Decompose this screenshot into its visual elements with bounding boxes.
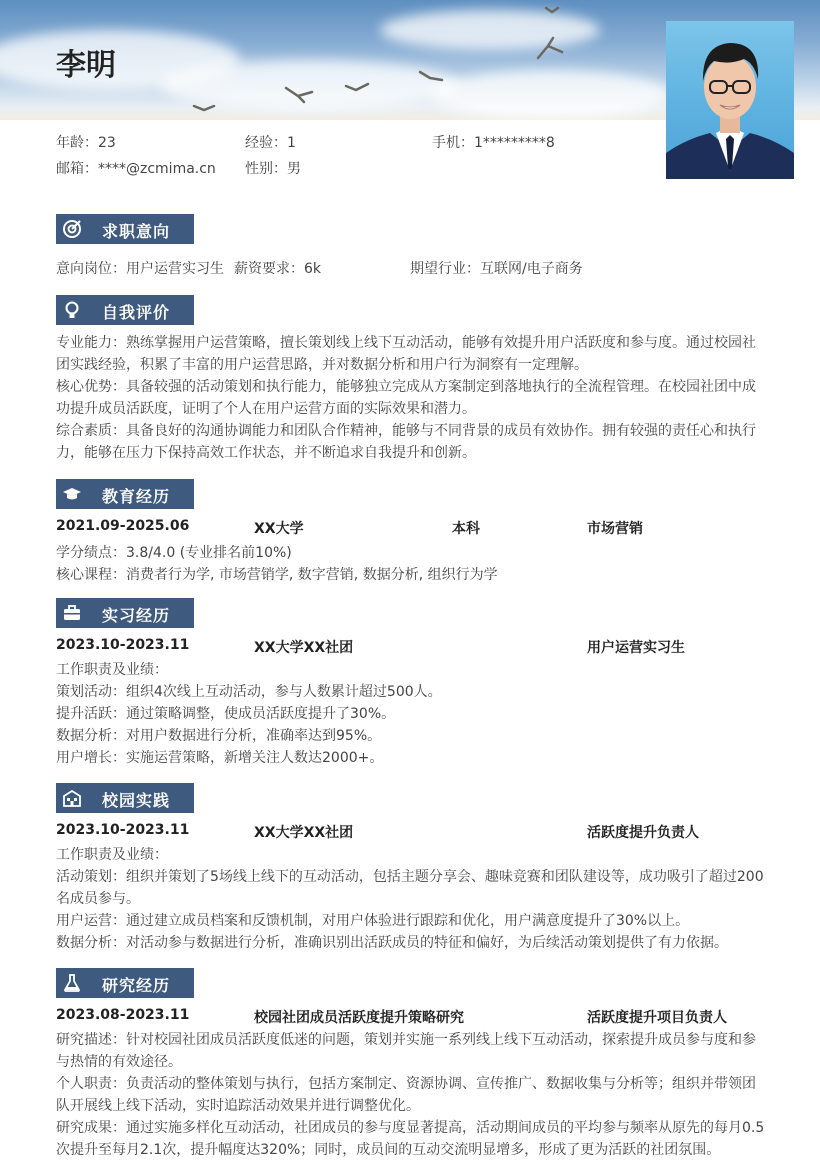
gender-field: 性别：男 (245, 161, 301, 177)
intention-position: 意向岗位：用户运营实习生 (56, 261, 224, 277)
internship-line: 提升活跃：通过策略调整，使成员活跃度提升了30%。 (56, 706, 396, 722)
profile-photo (666, 21, 794, 179)
internship-org: XX大学XX社团 (254, 640, 354, 656)
campus-org: XX大学XX社团 (254, 825, 354, 841)
campus-line: 名成员参与。 (56, 891, 140, 907)
email-field: 邮箱：****@zcmima.cn (56, 161, 216, 177)
self-eval-line: 综合素质：具备良好的沟通协调能力和团队合作精神，能够与不同背景的成员有效协作。拥有较强的责任心和执行 (56, 423, 756, 439)
experience-field: 经验：1 (245, 135, 296, 151)
candidate-name: 李明 (56, 48, 116, 83)
section-header-campus (56, 783, 194, 813)
section-title: 研究经历 (102, 976, 171, 995)
section-header-self-eval (56, 295, 194, 325)
section-header-research (56, 968, 194, 998)
research-line: 次提升至每月2.1次，提升幅度达320%；同时，成员间的互动交流明显增多，形成了更为活跃的社团氛围。 (56, 1142, 721, 1158)
section-title: 校园实践 (102, 791, 171, 810)
research-project: 校园社团成员活跃度提升策略研究 (254, 1010, 464, 1026)
campus-line: 数据分析：对活动参与数据进行分析，准确识别出活跃成员的特征和偏好，为后续活动策划提供了有力依据。 (56, 935, 728, 951)
internship-line: 工作职责及业绩： (56, 662, 168, 678)
internship-line: 用户增长：实施运营策略，新增关注人数达2000+。 (56, 750, 384, 766)
section-header-education (56, 479, 194, 509)
section-title: 实习经历 (102, 606, 171, 625)
internship-role: 用户运营实习生 (587, 640, 685, 656)
campus-line: 活动策划：组织并策划了5场线上线下的互动活动，包括主题分享会、趣味竞赛和团队建设等，成功吸引了超过200 (56, 869, 764, 885)
intention-industry: 期望行业：互联网/电子商务 (410, 261, 583, 277)
education-major: 市场营销 (587, 521, 643, 537)
research-line: 队开展线上线下活动，实时追踪活动效果并进行调整优化。 (56, 1098, 420, 1114)
education-school: XX大学 (254, 521, 304, 537)
phone-field: 手机：1*********8 (432, 135, 555, 151)
internship-period: 2023.10-2023.11 (56, 637, 190, 653)
graduation-cap-icon (62, 484, 82, 504)
campus-period: 2023.10-2023.11 (56, 822, 190, 838)
self-eval-line: 团实践经验，积累了丰富的用户运营思路，并对数据分析和用户行为洞察有一定理解。 (56, 357, 588, 373)
flask-icon (62, 973, 82, 993)
section-title: 求职意向 (102, 222, 171, 241)
internship-line: 策划活动：组织4次线上互动活动，参与人数累计超过500人。 (56, 684, 442, 700)
briefcase-icon (62, 603, 82, 623)
building-icon (62, 788, 82, 808)
self-eval-line: 力，能够在压力下保持高效工作状态，并不断追求自我提升和创新。 (56, 445, 476, 461)
self-eval-line: 核心优势：具备较强的活动策划和执行能力，能够独立完成从方案制定到落地执行的全流程管理。在校园社团中成 (56, 379, 756, 395)
age-field: 年龄：23 (56, 135, 116, 151)
internship-line: 数据分析：对用户数据进行分析，准确率达到95%。 (56, 728, 382, 744)
self-eval-line: 专业能力：熟练掌握用户运营策略，擅长策划线上线下互动活动，能够有效提升用户活跃度和参与度。通过校园社 (56, 335, 756, 351)
section-header-internship (56, 598, 194, 628)
campus-line: 用户运营：通过建立成员档案和反馈机制，对用户体验进行跟踪和优化，用户满意度提升了30%以上。 (56, 913, 690, 929)
education-degree: 本科 (452, 521, 480, 537)
research-period: 2023.08-2023.11 (56, 1007, 190, 1023)
campus-role: 活跃度提升负责人 (587, 825, 699, 841)
lightbulb-icon (62, 300, 82, 320)
education-period: 2021.09-2025.06 (56, 518, 190, 534)
research-line: 研究成果：通过实施多样化互动活动，社团成员的参与度显著提高，活动期间成员的平均参与频率从原先的每月0.5 (56, 1120, 765, 1136)
section-title: 教育经历 (102, 487, 171, 506)
section-title: 自我评价 (102, 303, 171, 322)
target-icon (62, 219, 82, 239)
section-header-intention (56, 214, 194, 244)
self-eval-line: 功提升成员活跃度，证明了个人在用户运营方面的实际效果和潜力。 (56, 401, 476, 417)
research-line: 与热情的有效途径。 (56, 1054, 182, 1070)
education-gpa: 学分绩点：3.8/4.0 (专业排名前10%) (56, 545, 292, 561)
research-line: 个人职责：负责活动的整体策划与执行，包括方案制定、资源协调、宣传推广、数据收集与分析等；组织并带领团 (56, 1076, 756, 1092)
research-role: 活跃度提升项目负责人 (587, 1010, 727, 1026)
campus-line: 工作职责及业绩： (56, 847, 168, 863)
research-line: 研究描述：针对校园社团成员活跃度低迷的问题，策划并实施一系列线上线下互动活动，探索提升成员参与度和参 (56, 1032, 756, 1048)
education-courses: 核心课程：消费者行为学, 市场营销学, 数字营销, 数据分析, 组织行为学 (56, 567, 498, 583)
intention-salary: 薪资要求：6k (234, 261, 322, 277)
